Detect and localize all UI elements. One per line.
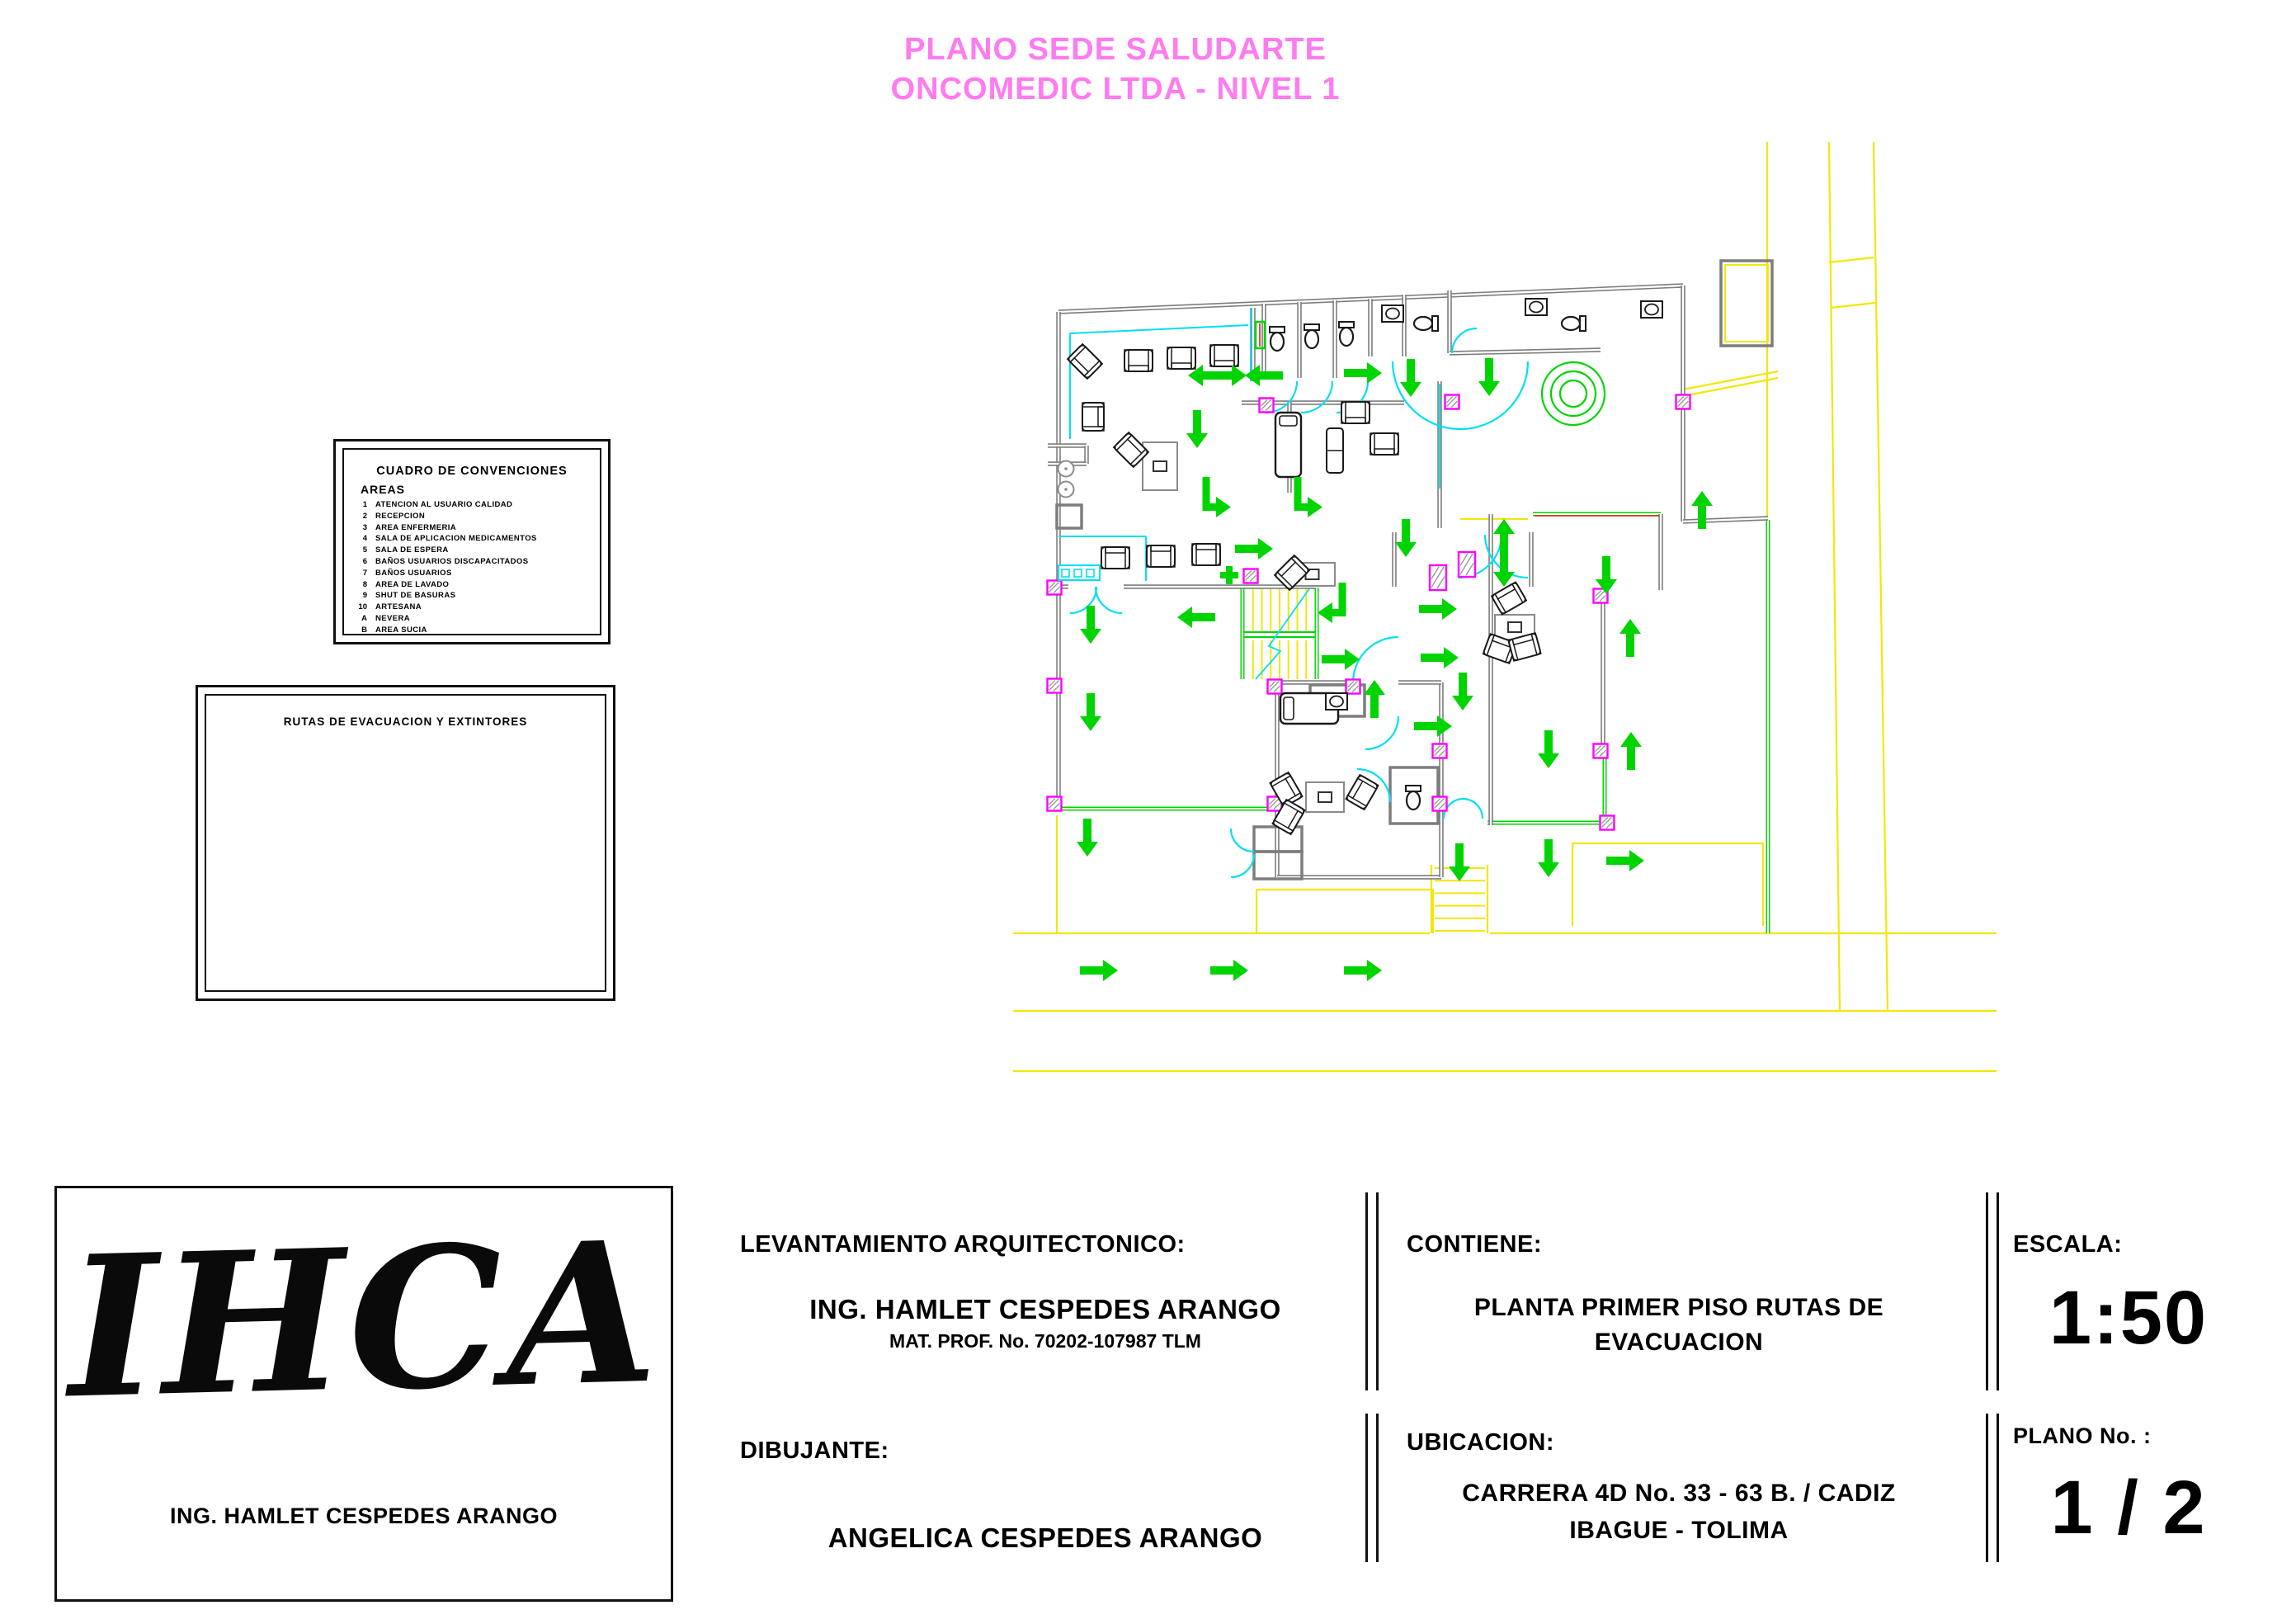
column-hatched — [1048, 581, 1062, 595]
patio-circle — [1551, 371, 1596, 416]
convention-label: ATENCION AL USUARIO CALIDAD — [375, 500, 513, 509]
basin-drain — [1064, 467, 1068, 470]
evacuation-route-arrow — [1419, 598, 1457, 620]
evacuation-route-arrow — [1478, 358, 1500, 396]
door-swing — [1301, 381, 1332, 413]
divider — [1365, 1192, 1368, 1390]
contains-line1: PLANTA PRIMER PISO RUTAS DE — [1473, 1294, 1884, 1321]
location-line1: CARRERA 4D No. 33 - 63 B. / CADIZ — [1462, 1480, 1896, 1507]
divider — [1986, 1414, 1988, 1562]
divider — [1376, 1192, 1379, 1390]
convention-label: ARTESANA — [375, 602, 422, 612]
divider — [1365, 1414, 1368, 1562]
contains-line2: EVACUACION — [1594, 1329, 1764, 1356]
toilet — [1414, 316, 1438, 331]
column-hatched — [1430, 565, 1446, 590]
evacuation-route-elbow-arrow — [1294, 477, 1323, 517]
chair — [1210, 345, 1238, 366]
contains-label: CONTIENE: — [1407, 1231, 1542, 1258]
sheet-title-line2: ONCOMEDIC LTDA - NIVEL 1 — [890, 72, 1341, 106]
first-aid-cross-icon — [1220, 566, 1238, 584]
guide-line — [1070, 325, 1248, 333]
evacuation-route-arrow — [1344, 960, 1382, 981]
wall-rect — [1721, 261, 1772, 346]
divider — [1986, 1192, 1988, 1390]
convention-code: 7 — [362, 568, 367, 578]
street-line — [1829, 142, 1840, 1011]
evacuation-route-arrow — [1077, 819, 1098, 857]
titleblock-logo-box — [54, 1186, 673, 1602]
evacuation-route-arrow — [1080, 606, 1101, 644]
chair — [1341, 402, 1370, 423]
divider — [1376, 1414, 1379, 1562]
chair — [1346, 775, 1379, 810]
convention-label: SHUT DE BASURAS — [375, 591, 456, 601]
conventions-title: CUADRO DE CONVENCIONES — [376, 465, 568, 478]
scale-value: 1:50 — [2048, 1276, 2209, 1360]
basin-drain — [1064, 488, 1068, 491]
door-swing — [1452, 328, 1477, 353]
convention-label: SALA DE ESPERA — [375, 545, 449, 555]
chair — [1370, 433, 1398, 455]
door-swing — [1365, 716, 1398, 749]
evacuation-route-arrow — [1414, 715, 1452, 737]
door-swing — [1463, 799, 1483, 819]
evacuation-route-arrow — [1538, 730, 1559, 768]
couch — [1327, 428, 1343, 473]
survey-label: LEVANTAMIENTO ARQUITECTONICO: — [740, 1231, 1186, 1258]
desk — [1306, 782, 1344, 812]
door-swing — [1096, 587, 1122, 613]
evacuation-route-arrow — [1186, 410, 1208, 448]
evacuation-route-arrow — [1452, 673, 1473, 710]
evacuation-route-arrow — [1619, 619, 1641, 657]
toilet — [1339, 322, 1354, 346]
toilet — [1270, 327, 1285, 351]
location-line2: IBAGUE - TOLIMA — [1569, 1517, 1789, 1544]
routes-legend-title: RUTAS DE EVACUACION Y EXTINTORES — [283, 715, 528, 728]
convention-label: BAÑOS USUARIOS DISCAPACITADOS — [375, 557, 529, 566]
divider — [1997, 1192, 1999, 1390]
kiosk-inner — [1725, 265, 1768, 342]
treatment-bed — [1275, 413, 1301, 477]
sink — [1382, 305, 1403, 322]
column-hatched — [1433, 797, 1447, 811]
patio-circle — [1560, 380, 1586, 407]
toilet — [1562, 316, 1586, 331]
door-swing — [1353, 637, 1398, 682]
draftsman-name: ANGELICA CESPEDES ARANGO — [827, 1522, 1263, 1553]
column-hatched — [1676, 395, 1690, 409]
column-hatched — [1048, 679, 1062, 693]
convention-code: 8 — [362, 579, 367, 589]
column-hatched — [1445, 395, 1459, 409]
chair — [1124, 350, 1153, 371]
survey-name: ING. HAMLET CESPEDES ARANGO — [809, 1294, 1281, 1324]
toilet — [1406, 786, 1421, 810]
convention-code: 1 — [362, 500, 367, 509]
conventions-subtitle: AREAS — [361, 483, 406, 496]
column-hatched — [1433, 744, 1447, 758]
convention-code: 4 — [362, 534, 367, 544]
chair — [1082, 403, 1104, 431]
evacuation-route-arrow — [1344, 362, 1382, 384]
evacuation-route-arrow — [1235, 538, 1273, 559]
survey-matricula: MAT. PROF. No. 70202-107987 TLM — [889, 1330, 1201, 1352]
convention-label: AREA ENFERMERIA — [375, 522, 457, 532]
convention-code: 3 — [362, 522, 367, 532]
stair-break-line — [1256, 588, 1310, 679]
column-hatched — [1048, 797, 1062, 811]
evacuation-route-arrow — [1395, 519, 1417, 557]
evacuation-route-arrow — [1322, 649, 1360, 670]
sheet-number-value: 1 / 2 — [2050, 1466, 2207, 1550]
column-hatched — [1260, 399, 1274, 413]
door-swing — [1231, 854, 1254, 877]
convention-label: RECEPCION — [375, 511, 426, 521]
evacuation-route-arrow — [1421, 647, 1459, 668]
evacuation-route-arrow — [1177, 607, 1215, 628]
convention-code: 2 — [362, 511, 367, 521]
convention-label: SALA DE APLICACION MEDICAMENTOS — [375, 534, 537, 544]
convention-label: AREA SUCIA — [375, 625, 427, 635]
evacuation-route-elbow-arrow — [1318, 583, 1346, 623]
column-hatched — [1268, 680, 1282, 694]
convention-code: 6 — [362, 557, 367, 566]
column-hatched — [1346, 680, 1360, 694]
street-line — [1829, 257, 1874, 262]
sheet-number-label: PLANO No. : — [2013, 1423, 2152, 1448]
desk — [1143, 442, 1177, 490]
chair — [1492, 582, 1526, 615]
evacuation-route-arrow — [1449, 843, 1470, 881]
chair — [1147, 545, 1175, 567]
street-line — [1874, 142, 1888, 1011]
evacuation-route-arrow — [1606, 850, 1644, 871]
evacuation-route-arrow — [1080, 693, 1101, 731]
convention-code: 5 — [362, 545, 367, 555]
convention-code: 10 — [358, 602, 367, 612]
convention-code: A — [361, 614, 367, 623]
convention-label: BAÑOS USUARIOS — [375, 568, 452, 578]
cabinet — [1058, 565, 1100, 580]
company-logo: IHCA — [64, 1198, 663, 1442]
chair — [1101, 547, 1129, 569]
evacuation-route-arrow — [1210, 960, 1248, 981]
street-line — [1831, 303, 1875, 308]
chair — [1192, 544, 1220, 565]
scale-label: ESCALA: — [2013, 1231, 2123, 1258]
sink — [1525, 299, 1547, 315]
door-swing — [1231, 829, 1254, 852]
divider — [1997, 1414, 1999, 1562]
toilet — [1304, 324, 1319, 348]
convention-label: NEVERA — [375, 614, 410, 623]
location-label: UBICACION: — [1407, 1429, 1554, 1456]
logo-engineer-name: ING. HAMLET CESPEDES ARANGO — [169, 1504, 559, 1528]
column-hatched — [1601, 816, 1615, 830]
evacuation-route-arrow — [1620, 732, 1642, 770]
evacuation-route-arrow — [1209, 365, 1247, 386]
convention-code: B — [361, 625, 367, 635]
sink — [1326, 693, 1347, 710]
chair — [1167, 347, 1195, 369]
evacuation-route-elbow-arrow — [1203, 477, 1232, 517]
evacuation-route-arrow — [1538, 839, 1559, 877]
column-hatched — [1459, 552, 1475, 577]
sink — [1641, 301, 1662, 318]
evacuation-route-arrow — [1080, 960, 1118, 981]
evacuation-route-arrow — [1364, 680, 1385, 718]
column-hatched — [1244, 569, 1258, 583]
chair — [1068, 344, 1102, 379]
evacuation-route-arrow — [1400, 359, 1421, 397]
draftsman-label: DIBUJANTE: — [740, 1438, 889, 1464]
column-hatched — [1594, 744, 1608, 758]
sheet-title-line1: PLANO SEDE SALUDARTE — [904, 32, 1327, 67]
convention-code: 9 — [362, 591, 367, 601]
convention-label: AREA DE LAVADO — [375, 579, 450, 589]
